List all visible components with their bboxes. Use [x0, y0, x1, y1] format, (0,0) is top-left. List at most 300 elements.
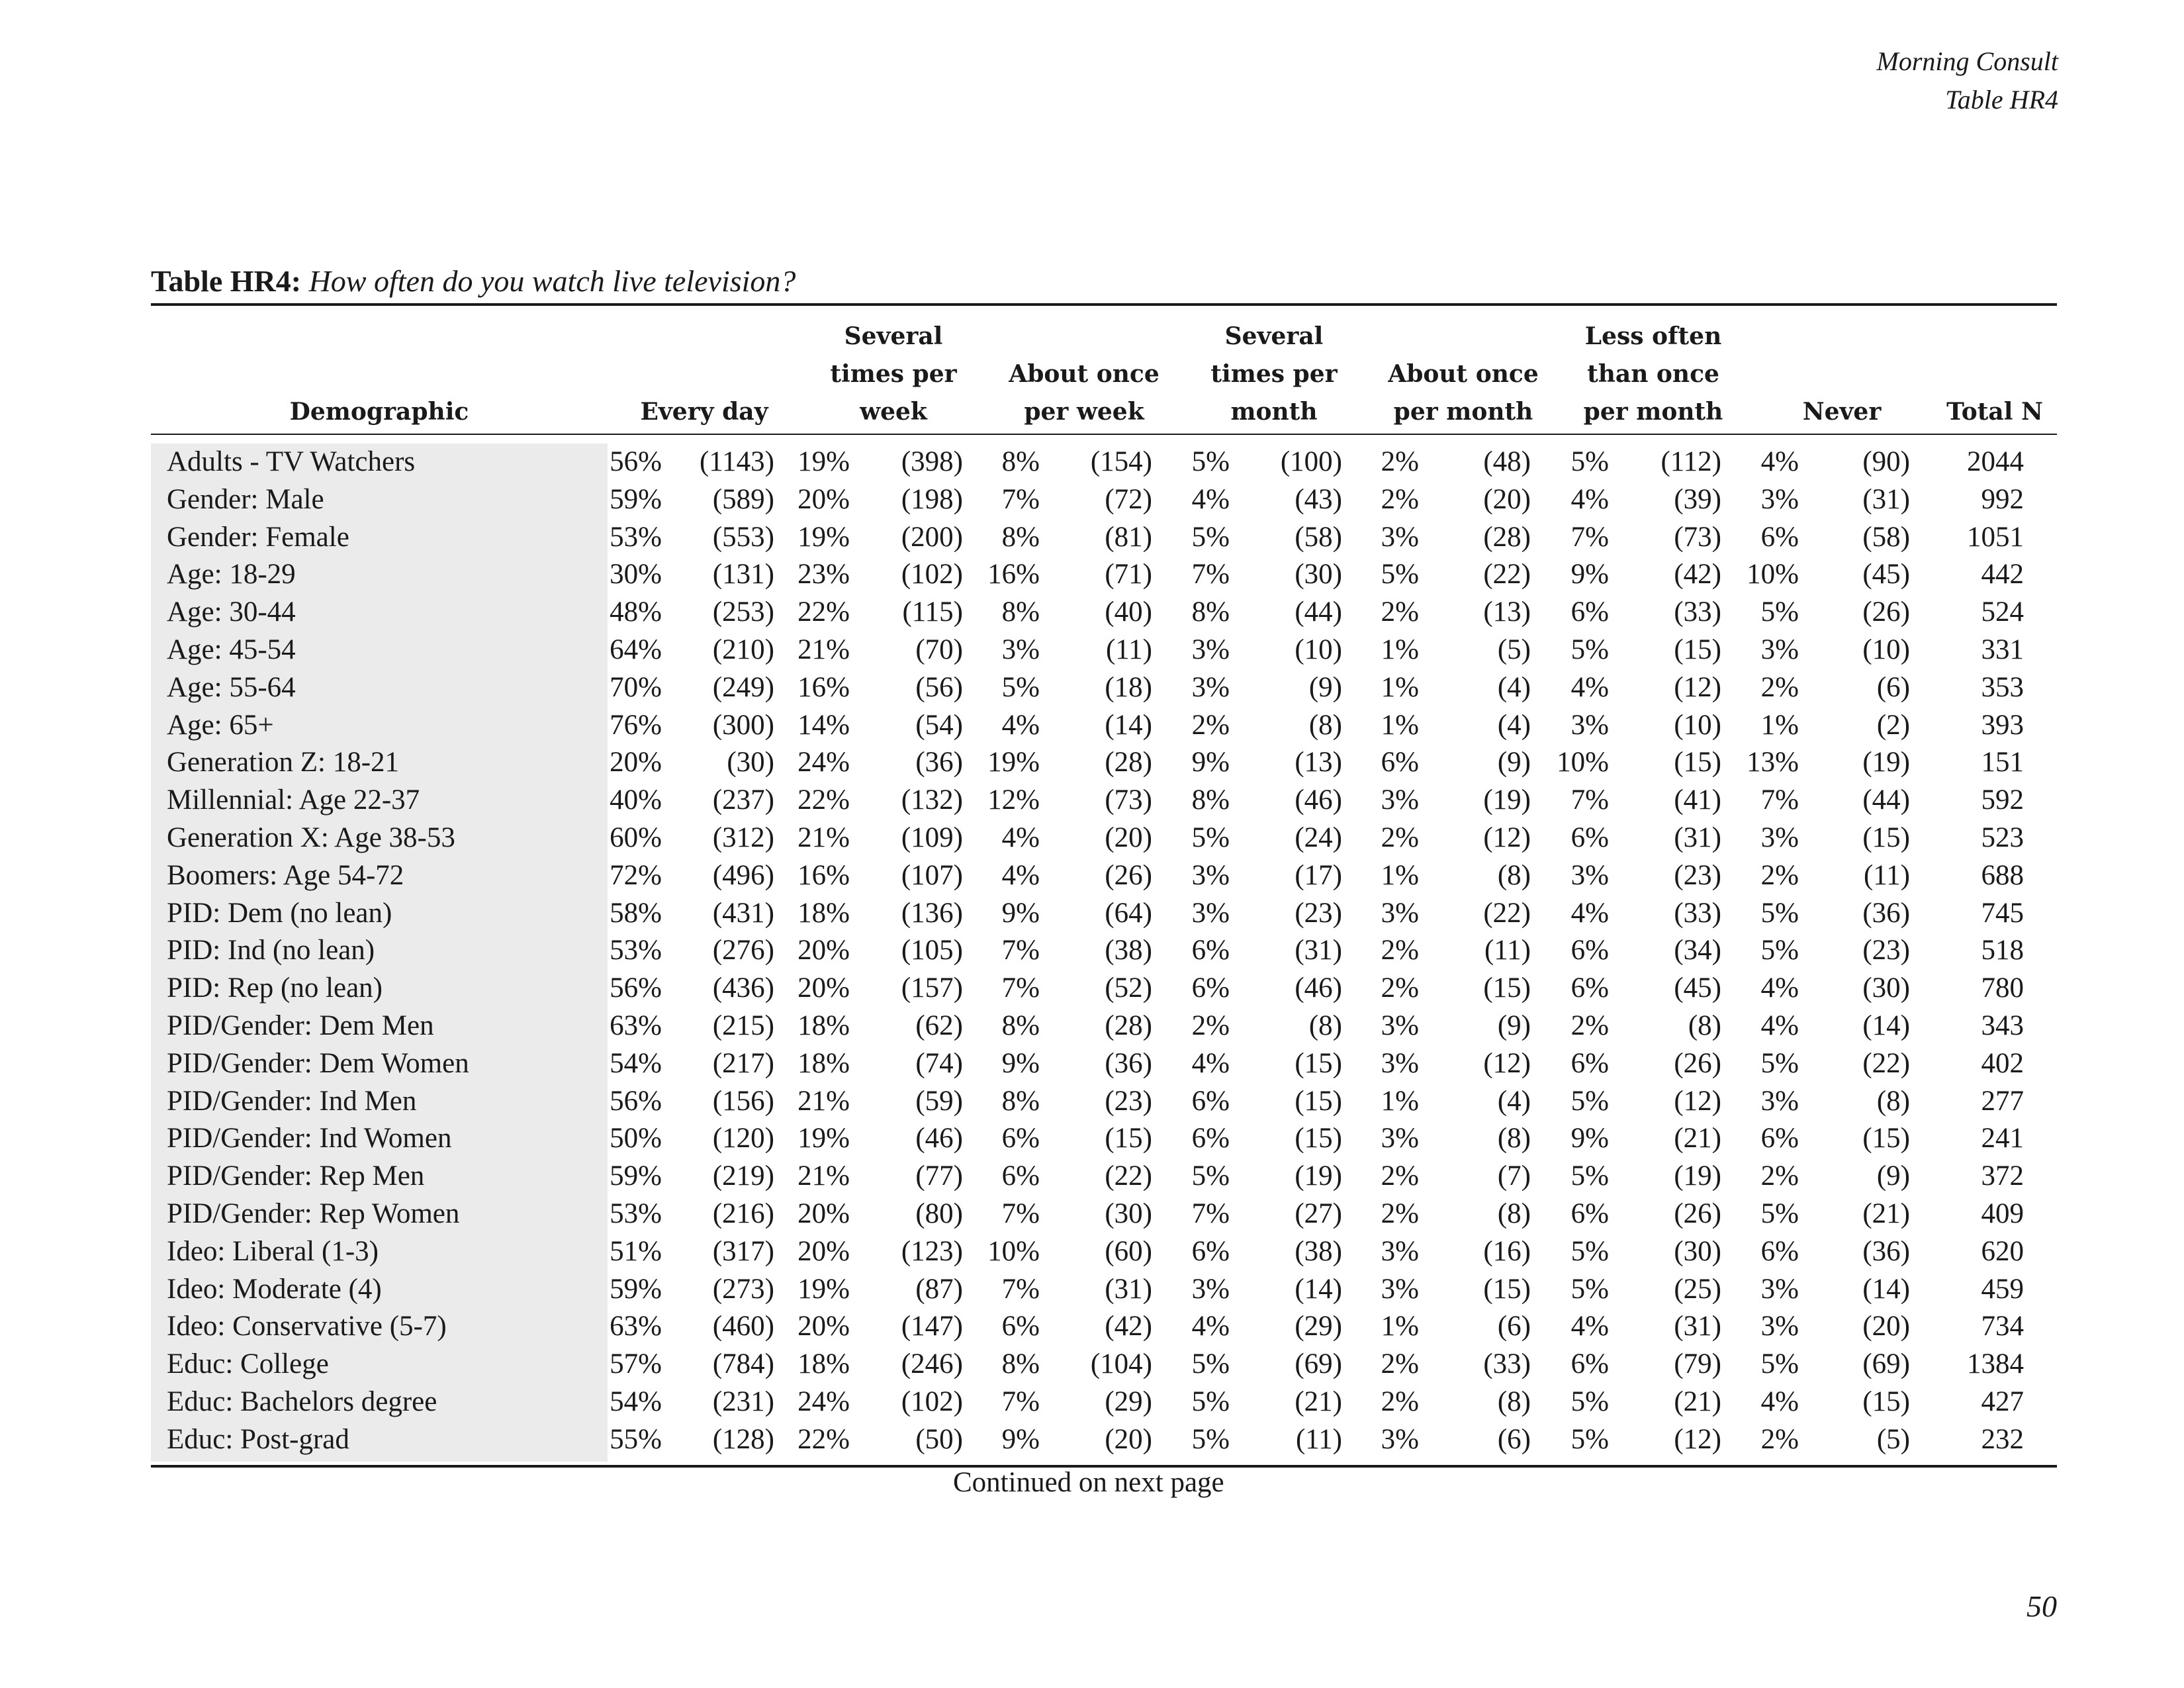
cell-count: (317)	[712, 1235, 774, 1267]
table-row	[151, 1421, 2057, 1459]
cell-count: (69)	[1862, 1348, 1910, 1380]
cell-count: (77)	[915, 1160, 963, 1192]
row-label: Educ: Bachelors degree	[167, 1385, 437, 1417]
column-header-line: week	[860, 398, 927, 426]
cell-count: (43)	[1295, 483, 1342, 515]
table-row	[151, 444, 2057, 481]
cell-percent: 5%	[1570, 1273, 1609, 1305]
cell-count: (11)	[1484, 935, 1531, 966]
cell-percent: 3%	[1191, 897, 1230, 929]
cell-percent: 6%	[1191, 972, 1230, 1004]
cell-count: (10)	[1295, 633, 1342, 665]
cell-percent: 70%	[610, 671, 662, 703]
cell-count: (14)	[1862, 1009, 1910, 1041]
cell-count: (26)	[1862, 596, 1910, 628]
cell-count: (28)	[1105, 747, 1152, 778]
cell-percent: 58%	[610, 897, 662, 929]
cell-count: (60)	[1105, 1235, 1152, 1267]
cell-percent: 4%	[1760, 1009, 1799, 1041]
cell-percent: 7%	[1760, 784, 1799, 816]
cell-total: 745	[1981, 897, 2024, 929]
cell-count: (15)	[1295, 1047, 1342, 1079]
cell-count: (154)	[1090, 446, 1152, 477]
table-row	[151, 594, 2057, 632]
cell-count: (198)	[901, 483, 963, 515]
cell-count: (553)	[712, 521, 774, 553]
row-label: Age: 65+	[167, 709, 274, 741]
cell-percent: 5%	[1570, 633, 1609, 665]
row-label: Age: 45-54	[167, 633, 296, 665]
cell-percent: 3%	[1760, 1311, 1799, 1342]
row-label: Ideo: Moderate (4)	[167, 1273, 382, 1305]
cell-percent: 4%	[1570, 483, 1609, 515]
cell-percent: 6%	[1001, 1160, 1040, 1192]
cell-percent: 3%	[1570, 859, 1609, 891]
cell-total: 151	[1981, 747, 2024, 778]
cell-percent: 5%	[1191, 1160, 1230, 1192]
cell-count: (15)	[1674, 633, 1721, 665]
table-title-label: Table HR4:	[151, 264, 302, 298]
column-header-line: than once	[1587, 360, 1719, 388]
cell-percent: 5%	[1001, 671, 1040, 703]
cell-count: (10)	[1862, 633, 1910, 665]
column-header	[280, 393, 478, 431]
table-row	[151, 970, 2057, 1008]
cell-count: (26)	[1105, 859, 1152, 891]
cell-percent: 23%	[797, 559, 850, 590]
cell-percent: 4%	[1001, 709, 1040, 741]
cell-count: (46)	[915, 1123, 963, 1154]
cell-percent: 3%	[1381, 1273, 1419, 1305]
cell-count: (14)	[1295, 1273, 1342, 1305]
cell-count: (45)	[1674, 972, 1721, 1004]
table-row	[151, 782, 2057, 820]
table-row	[151, 1308, 2057, 1346]
cell-percent: 10%	[1747, 559, 1799, 590]
cell-percent: 19%	[797, 1123, 850, 1154]
cell-count: (44)	[1295, 596, 1342, 628]
column-header-line: times per	[1210, 360, 1338, 388]
cell-percent: 16%	[797, 859, 850, 891]
cell-percent: 6%	[1001, 1123, 1040, 1154]
cell-percent: 7%	[1191, 1197, 1230, 1229]
cell-count: (19)	[1862, 747, 1910, 778]
row-label: PID/Gender: Dem Men	[167, 1009, 434, 1041]
cell-percent: 8%	[1001, 596, 1040, 628]
column-header-line: month	[1230, 398, 1318, 426]
cell-count: (22)	[1105, 1160, 1152, 1192]
table-row	[151, 1383, 2057, 1421]
cell-percent: 22%	[797, 784, 850, 816]
cell-percent: 2%	[1381, 1160, 1419, 1192]
cell-percent: 7%	[1191, 559, 1230, 590]
cell-count: (22)	[1862, 1047, 1910, 1079]
cell-count: (70)	[915, 633, 963, 665]
table-row	[151, 632, 2057, 669]
cell-count: (436)	[712, 972, 774, 1004]
cell-percent: 5%	[1191, 1423, 1230, 1455]
cell-count: (72)	[1105, 483, 1152, 515]
cell-percent: 3%	[1570, 709, 1609, 741]
cell-percent: 5%	[1760, 897, 1799, 929]
cell-count: (210)	[712, 633, 774, 665]
cell-percent: 1%	[1760, 709, 1799, 741]
cell-percent: 3%	[1760, 633, 1799, 665]
cell-count: (28)	[1483, 521, 1531, 553]
cell-percent: 24%	[797, 1385, 850, 1417]
cell-count: (9)	[1497, 747, 1531, 778]
cell-percent: 8%	[1191, 784, 1230, 816]
cell-percent: 5%	[1760, 596, 1799, 628]
cell-count: (784)	[712, 1348, 774, 1380]
cell-count: (12)	[1674, 1423, 1721, 1455]
column-header-line: Several	[844, 322, 943, 350]
cell-count: (80)	[915, 1197, 963, 1229]
cell-percent: 7%	[1570, 784, 1609, 816]
cell-percent: 19%	[797, 446, 850, 477]
cell-count: (27)	[1295, 1197, 1342, 1229]
cell-count: (15)	[1483, 972, 1531, 1004]
cell-percent: 4%	[1570, 671, 1609, 703]
row-label: Gender: Male	[167, 483, 324, 515]
cell-percent: 5%	[1191, 821, 1230, 853]
cell-count: (36)	[915, 747, 963, 778]
column-header	[1364, 355, 1563, 431]
table-top-rule	[151, 303, 2057, 306]
cell-count: (217)	[712, 1047, 774, 1079]
row-label: Age: 55-64	[167, 671, 296, 703]
cell-count: (131)	[712, 559, 774, 590]
cell-percent: 2%	[1381, 821, 1419, 853]
cell-percent: 7%	[1001, 935, 1040, 966]
cell-percent: 5%	[1570, 446, 1609, 477]
cell-percent: 7%	[1001, 483, 1040, 515]
cell-percent: 18%	[797, 1348, 850, 1380]
cell-count: (45)	[1862, 559, 1910, 590]
row-label: PID/Gender: Dem Women	[167, 1047, 469, 1079]
cell-percent: 51%	[610, 1235, 662, 1267]
cell-total: 620	[1981, 1235, 2024, 1267]
cell-count: (36)	[1862, 1235, 1910, 1267]
cell-percent: 1%	[1381, 709, 1419, 741]
cell-percent: 5%	[1760, 1348, 1799, 1380]
cell-count: (73)	[1105, 784, 1152, 816]
cell-percent: 8%	[1001, 1009, 1040, 1041]
table-title-question: How often do you watch live television?	[308, 264, 796, 298]
cell-percent: 6%	[1570, 821, 1609, 853]
cell-count: (25)	[1674, 1273, 1721, 1305]
cell-count: (8)	[1876, 1085, 1910, 1117]
cell-count: (219)	[712, 1160, 774, 1192]
cell-count: (21)	[1295, 1385, 1342, 1417]
cell-percent: 8%	[1001, 1348, 1040, 1380]
cell-count: (1143)	[699, 446, 774, 477]
cell-percent: 3%	[1381, 1235, 1419, 1267]
column-header-line: Demographic	[289, 398, 469, 426]
cell-count: (50)	[915, 1423, 963, 1455]
table-row	[151, 556, 2057, 594]
cell-percent: 59%	[610, 1273, 662, 1305]
cell-percent: 2%	[1381, 1385, 1419, 1417]
table-row	[151, 1271, 2057, 1309]
cell-percent: 6%	[1570, 1348, 1609, 1380]
cell-count: (216)	[712, 1197, 774, 1229]
cell-count: (38)	[1105, 935, 1152, 966]
cell-count: (23)	[1295, 897, 1342, 929]
cell-count: (44)	[1862, 784, 1910, 816]
cell-percent: 21%	[797, 821, 850, 853]
cell-total: 524	[1981, 596, 2024, 628]
cell-percent: 30%	[610, 559, 662, 590]
cell-count: (8)	[1497, 1123, 1531, 1154]
cell-percent: 20%	[797, 483, 850, 515]
cell-percent: 7%	[1001, 972, 1040, 1004]
cell-count: (4)	[1497, 671, 1531, 703]
cell-total: 518	[1981, 935, 2024, 966]
cell-percent: 6%	[1191, 1235, 1230, 1267]
cell-percent: 3%	[1760, 1273, 1799, 1305]
cell-count: (102)	[901, 1385, 963, 1417]
table-row	[151, 820, 2057, 857]
cell-count: (102)	[901, 559, 963, 590]
cell-count: (28)	[1105, 1009, 1152, 1041]
cell-count: (249)	[712, 671, 774, 703]
cell-percent: 2%	[1760, 859, 1799, 891]
cell-percent: 3%	[1191, 859, 1230, 891]
cell-count: (157)	[901, 972, 963, 1004]
cell-percent: 8%	[1001, 446, 1040, 477]
cell-percent: 2%	[1381, 935, 1419, 966]
cell-total: 780	[1981, 972, 2024, 1004]
cell-percent: 9%	[1570, 559, 1609, 590]
cell-total: 992	[1981, 483, 2024, 515]
cell-count: (13)	[1483, 596, 1531, 628]
cell-count: (46)	[1295, 972, 1342, 1004]
cell-count: (200)	[901, 521, 963, 553]
cell-total: 232	[1981, 1423, 2024, 1455]
header-org: Morning Consult	[1876, 46, 2058, 76]
cell-count: (21)	[1674, 1123, 1721, 1154]
cell-percent: 5%	[1191, 1385, 1230, 1417]
cell-percent: 5%	[1570, 1085, 1609, 1117]
cell-percent: 8%	[1001, 521, 1040, 553]
cell-count: (20)	[1862, 1311, 1910, 1342]
cell-count: (24)	[1295, 821, 1342, 853]
table-header	[151, 308, 2057, 431]
cell-count: (38)	[1295, 1235, 1342, 1267]
cell-percent: 16%	[797, 671, 850, 703]
column-header-line: per month	[1583, 398, 1723, 426]
row-label: Gender: Female	[167, 521, 349, 553]
cell-percent: 9%	[1001, 897, 1040, 929]
cell-percent: 20%	[797, 1235, 850, 1267]
row-label: Educ: College	[167, 1348, 329, 1380]
cell-percent: 59%	[610, 1160, 662, 1192]
cell-count: (253)	[712, 596, 774, 628]
cell-count: (31)	[1674, 1311, 1721, 1342]
table-row	[151, 481, 2057, 519]
continued-note: Continued on next page	[953, 1467, 1224, 1498]
cell-count: (8)	[1497, 1197, 1531, 1229]
column-header	[1175, 318, 1373, 431]
cell-count: (15)	[1105, 1123, 1152, 1154]
cell-count: (40)	[1105, 596, 1152, 628]
cell-count: (5)	[1497, 633, 1531, 665]
cell-count: (59)	[915, 1085, 963, 1117]
cell-count: (496)	[712, 859, 774, 891]
table-row	[151, 932, 2057, 970]
cell-percent: 19%	[797, 521, 850, 553]
cell-count: (105)	[901, 935, 963, 966]
cell-count: (31)	[1674, 821, 1721, 853]
cell-count: (9)	[1876, 1160, 1910, 1192]
cell-percent: 9%	[1570, 1123, 1609, 1154]
row-label: PID/Gender: Rep Women	[167, 1197, 460, 1229]
row-label: Ideo: Conservative (5-7)	[167, 1311, 447, 1342]
cell-count: (54)	[915, 709, 963, 741]
cell-percent: 6%	[1570, 1197, 1609, 1229]
row-label: Age: 30-44	[167, 596, 296, 628]
cell-total: 734	[1981, 1311, 2024, 1342]
cell-count: (42)	[1674, 559, 1721, 590]
cell-percent: 8%	[1001, 1085, 1040, 1117]
column-header	[985, 355, 1183, 431]
column-header-line: Never	[1802, 398, 1882, 426]
cell-total: 459	[1981, 1273, 2024, 1305]
cell-count: (19)	[1674, 1160, 1721, 1192]
cell-percent: 21%	[797, 1160, 850, 1192]
cell-count: (21)	[1674, 1385, 1721, 1417]
cell-count: (30)	[1674, 1235, 1721, 1267]
cell-count: (4)	[1497, 709, 1531, 741]
cell-count: (33)	[1674, 897, 1721, 929]
cell-percent: 18%	[797, 897, 850, 929]
cell-count: (100)	[1280, 446, 1342, 477]
cell-percent: 14%	[797, 709, 850, 741]
table-row	[151, 1120, 2057, 1158]
table-header-rule	[151, 434, 2057, 435]
cell-percent: 3%	[1381, 521, 1419, 553]
cell-percent: 13%	[1747, 747, 1799, 778]
cell-count: (34)	[1674, 935, 1721, 966]
cell-count: (8)	[1308, 709, 1342, 741]
cell-total: 1384	[1967, 1348, 2024, 1380]
cell-total: 402	[1981, 1047, 2024, 1079]
cell-percent: 53%	[610, 521, 662, 553]
cell-percent: 9%	[1191, 747, 1230, 778]
cell-count: (71)	[1105, 559, 1152, 590]
cell-count: (30)	[1862, 972, 1910, 1004]
row-label: PID/Gender: Ind Men	[167, 1085, 417, 1117]
cell-percent: 6%	[1760, 1123, 1799, 1154]
cell-percent: 5%	[1381, 559, 1419, 590]
cell-count: (21)	[1862, 1197, 1910, 1229]
cell-percent: 21%	[797, 633, 850, 665]
cell-count: (74)	[915, 1047, 963, 1079]
cell-count: (31)	[1862, 483, 1910, 515]
cell-percent: 19%	[797, 1273, 850, 1305]
cell-percent: 19%	[987, 747, 1040, 778]
cell-count: (79)	[1674, 1348, 1721, 1380]
table-row	[151, 1346, 2057, 1383]
cell-percent: 7%	[1001, 1385, 1040, 1417]
cell-count: (19)	[1295, 1160, 1342, 1192]
cell-count: (81)	[1105, 521, 1152, 553]
cell-percent: 2%	[1760, 1160, 1799, 1192]
cell-count: (136)	[901, 897, 963, 929]
cell-count: (10)	[1674, 709, 1721, 741]
cell-count: (12)	[1483, 1047, 1531, 1079]
cell-percent: 2%	[1381, 1197, 1419, 1229]
cell-total: 331	[1981, 633, 2024, 665]
cell-percent: 2%	[1191, 709, 1230, 741]
cell-percent: 18%	[797, 1047, 850, 1079]
cell-percent: 4%	[1760, 972, 1799, 1004]
cell-count: (15)	[1295, 1085, 1342, 1117]
row-label: PID: Dem (no lean)	[167, 897, 392, 929]
cell-percent: 7%	[1001, 1273, 1040, 1305]
cell-percent: 3%	[1760, 1085, 1799, 1117]
cell-count: (33)	[1483, 1348, 1531, 1380]
row-label: Ideo: Liberal (1-3)	[167, 1235, 379, 1267]
cell-count: (12)	[1674, 1085, 1721, 1117]
cell-percent: 7%	[1570, 521, 1609, 553]
cell-count: (14)	[1862, 1273, 1910, 1305]
header-table-label: Table HR4	[1945, 85, 2058, 115]
cell-percent: 22%	[797, 1423, 850, 1455]
cell-percent: 5%	[1191, 446, 1230, 477]
row-label: Age: 18-29	[167, 559, 296, 590]
cell-total: 241	[1981, 1123, 2024, 1154]
cell-percent: 9%	[1001, 1047, 1040, 1079]
table-row	[151, 1083, 2057, 1121]
cell-count: (39)	[1674, 483, 1721, 515]
cell-percent: 6%	[1570, 972, 1609, 1004]
cell-count: (30)	[1105, 1197, 1152, 1229]
cell-percent: 3%	[1760, 821, 1799, 853]
column-header-line: Less often	[1584, 322, 1722, 350]
cell-count: (46)	[1295, 784, 1342, 816]
cell-percent: 5%	[1570, 1160, 1609, 1192]
cell-percent: 63%	[610, 1009, 662, 1041]
row-label: Millennial: Age 22-37	[167, 784, 420, 816]
cell-count: (132)	[901, 784, 963, 816]
cell-count: (30)	[1295, 559, 1342, 590]
cell-count: (14)	[1105, 709, 1152, 741]
cell-count: (31)	[1105, 1273, 1152, 1305]
cell-percent: 20%	[797, 972, 850, 1004]
cell-percent: 2%	[1381, 972, 1419, 1004]
cell-count: (120)	[712, 1123, 774, 1154]
cell-count: (8)	[1688, 1009, 1721, 1041]
cell-count: (58)	[1862, 521, 1910, 553]
column-header-line: About once	[1388, 360, 1539, 388]
cell-count: (8)	[1497, 859, 1531, 891]
column-header-line: per week	[1024, 398, 1144, 426]
cell-percent: 53%	[610, 935, 662, 966]
cell-percent: 6%	[1191, 1085, 1230, 1117]
cell-percent: 4%	[1570, 897, 1609, 929]
cell-percent: 1%	[1381, 633, 1419, 665]
cell-count: (41)	[1674, 784, 1721, 816]
cell-total: 688	[1981, 859, 2024, 891]
table-title	[151, 263, 796, 299]
cell-count: (246)	[901, 1348, 963, 1380]
row-label: PID/Gender: Rep Men	[167, 1160, 425, 1192]
table-row	[151, 1158, 2057, 1196]
cell-count: (398)	[901, 446, 963, 477]
cell-count: (115)	[902, 596, 963, 628]
